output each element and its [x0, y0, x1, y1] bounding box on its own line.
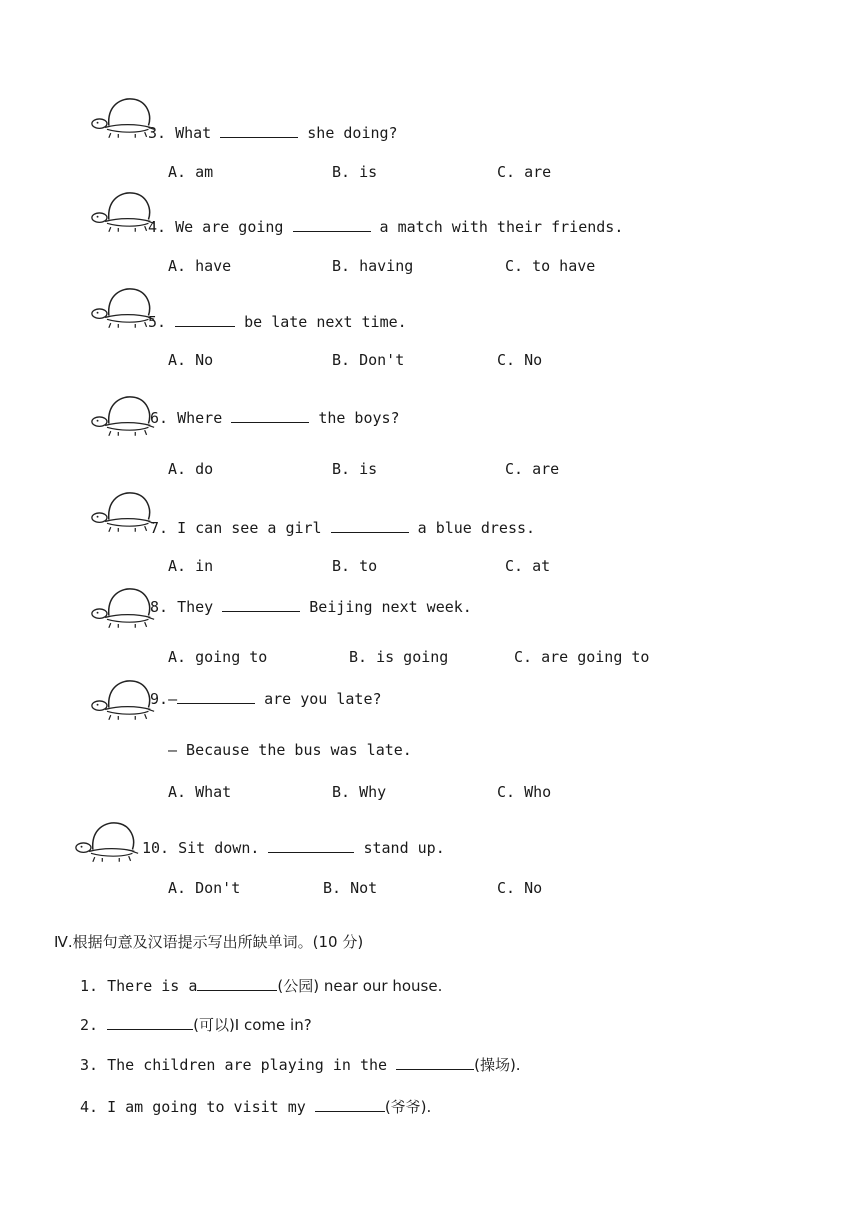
turtle-icon — [90, 284, 156, 332]
question-8 — [150, 596, 472, 617]
question-number: 4. — [148, 218, 167, 236]
turtle-icon — [90, 488, 156, 536]
option-b[interactable]: B. having — [332, 257, 414, 275]
option-c[interactable]: C. are going to — [514, 648, 650, 666]
answer-blank[interactable] — [396, 1054, 474, 1070]
question-3 — [148, 122, 398, 143]
question-9 — [150, 688, 382, 709]
option-c[interactable]: C. Who — [497, 783, 552, 801]
item-text-before: I am going to visit my — [107, 1098, 306, 1116]
answer-blank[interactable] — [331, 517, 409, 533]
option-a[interactable]: A. What — [168, 783, 232, 801]
item-text-after: (爷爷). — [384, 1098, 432, 1116]
question-text-after: a blue dress. — [417, 519, 536, 537]
question-text-before: Where — [177, 409, 223, 427]
question-4 — [148, 216, 623, 237]
fill-item-1 — [80, 975, 442, 996]
question-5 — [148, 311, 407, 332]
item-text-after: (操场). — [474, 1056, 521, 1074]
option-a[interactable]: A. am — [168, 163, 214, 181]
option-c[interactable]: C. No — [497, 351, 543, 369]
question-text-after: Beijing next week. — [309, 598, 472, 616]
answer-blank[interactable] — [222, 596, 300, 612]
option-a[interactable]: A. going to — [168, 648, 268, 666]
question-10 — [142, 837, 445, 858]
option-c[interactable]: C. are — [505, 460, 560, 478]
option-a[interactable]: A. No — [168, 351, 214, 369]
question-number: 10. — [142, 839, 170, 857]
turtle-icon — [90, 94, 156, 142]
question-text-after: stand up. — [363, 839, 445, 857]
option-b[interactable]: B. is going — [349, 648, 449, 666]
turtle-icon — [90, 676, 156, 724]
item-text-before: The children are playing in the — [107, 1056, 388, 1074]
fill-item-4 — [80, 1096, 431, 1117]
option-c[interactable]: C. No — [497, 879, 543, 897]
option-b[interactable]: B. Why — [332, 783, 387, 801]
option-a[interactable]: A. Don't — [168, 879, 241, 897]
question-text-before: — — [168, 690, 178, 708]
answer-blank[interactable] — [197, 975, 277, 991]
turtle-icon — [74, 818, 140, 866]
question-text-after: the boys? — [318, 409, 400, 427]
item-number: 4. — [80, 1098, 99, 1116]
question-7 — [150, 517, 535, 538]
question-text-before: Sit down. — [178, 839, 260, 857]
question-text-before: I can see a girl — [177, 519, 322, 537]
answer-blank[interactable] — [107, 1014, 193, 1030]
answer-blank[interactable] — [315, 1096, 385, 1112]
question-text-after: be late next time. — [244, 313, 407, 331]
question-number: 8. — [150, 598, 169, 616]
question-text-after: are you late? — [264, 690, 382, 708]
question-text-after: she doing? — [307, 124, 398, 142]
question-6 — [150, 407, 400, 428]
turtle-icon — [90, 584, 156, 632]
option-b[interactable]: B. is — [332, 460, 378, 478]
option-b[interactable]: B. Not — [323, 879, 378, 897]
question-number: 7. — [150, 519, 169, 537]
turtle-icon — [90, 392, 156, 440]
option-b[interactable]: B. Don't — [332, 351, 405, 369]
question-text-before: What — [175, 124, 212, 142]
option-c[interactable]: C. to have — [505, 257, 596, 275]
item-number: 1. — [80, 977, 99, 995]
question-text-after: a match with their friends. — [379, 218, 624, 236]
fill-item-3 — [80, 1054, 521, 1075]
answer-blank[interactable] — [175, 311, 235, 327]
option-a[interactable]: A. do — [168, 460, 214, 478]
answer-blank[interactable] — [231, 407, 309, 423]
answer-line: — Because the bus was late. — [168, 741, 412, 759]
answer-blank[interactable] — [268, 837, 354, 853]
question-number: 9. — [150, 690, 169, 708]
item-number: 2. — [80, 1016, 99, 1034]
turtle-icon — [90, 188, 156, 236]
option-b[interactable]: B. is — [332, 163, 378, 181]
question-number: 6. — [150, 409, 169, 427]
answer-blank[interactable] — [220, 122, 298, 138]
answer-blank[interactable] — [177, 688, 255, 704]
question-text-before: They — [177, 598, 214, 616]
item-text-before: There is a — [107, 977, 198, 995]
option-c[interactable]: C. are — [497, 163, 552, 181]
item-number: 3. — [80, 1056, 99, 1074]
option-c[interactable]: C. at — [505, 557, 551, 575]
question-number: 3. — [148, 124, 167, 142]
question-number: 5. — [148, 313, 167, 331]
option-a[interactable]: A. in — [168, 557, 214, 575]
question-text-before: We are going — [175, 218, 284, 236]
section-title: Ⅳ.根据句意及汉语提示写出所缺单词。(10 分) — [54, 933, 364, 951]
item-text-after: (公园) near our house. — [277, 977, 443, 995]
fill-item-2 — [80, 1014, 312, 1035]
item-text-after: (可以)I come in? — [193, 1016, 312, 1034]
option-b[interactable]: B. to — [332, 557, 378, 575]
option-a[interactable]: A. have — [168, 257, 232, 275]
answer-blank[interactable] — [293, 216, 371, 232]
